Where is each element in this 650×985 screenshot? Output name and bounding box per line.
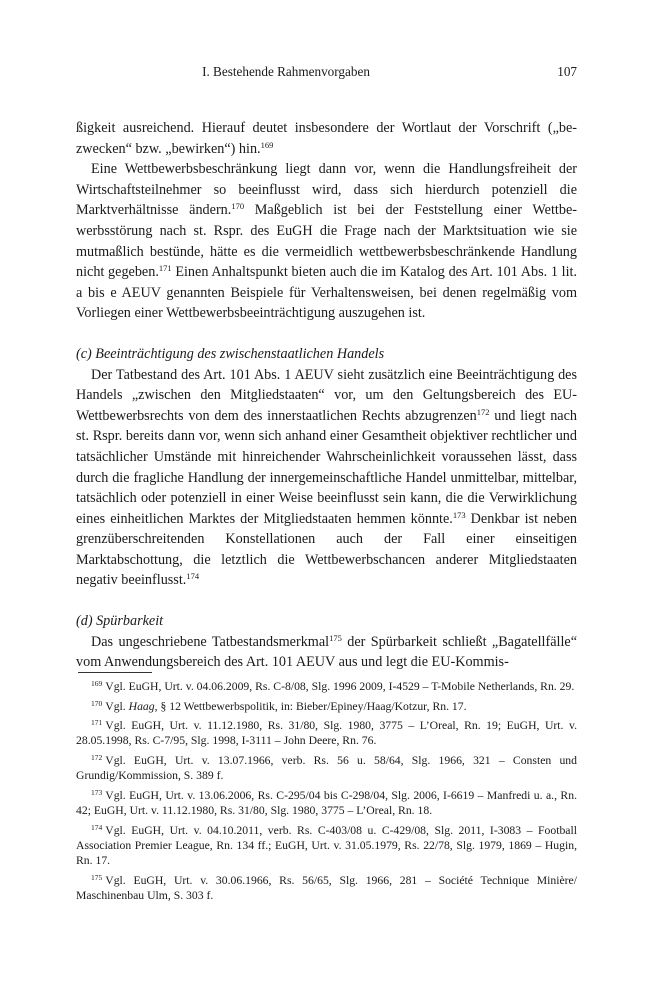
footnote-text: Vgl. EuGH, Urt. v. 04.06.2009, Rs. C-8/08, Slg. 1996 2009, I-4529 – T-Mobile Netherlands, Rn. 29. <box>105 680 575 693</box>
footnote-text: Vgl. EuGH, Urt. v. 04.10.2011, verb. Rs. C-403/08 u. C-429/08, Slg. 2011, I-3083 – Football Association Premier League, Rn. 134 ff.; EuGH, Urt. v. 31.05.1979, Rs. 22/78, Slg. 1979, 1869 – Hugin, Rn. 17. <box>76 823 577 868</box>
footnote-ref[interactable]: 169 <box>260 139 274 150</box>
paragraph-text: Eine Wettbewerbsbeschränkung liegt dann vor, wenn die Handlungsfreiheit der Wirtschaftsteilnehmer so beeinflusst wird, dass sich hierdurch potenziell die Marktverhältnisse ändern. <box>76 161 577 219</box>
section-heading-c: (c) Beeinträchtigung des zwischenstaatlichen Handels <box>76 345 385 362</box>
footnote-text: Vgl. EuGH, Urt. v. 30.06.1966, Rs. 56/65, Slg. 1966, 281 – Société Technique Minière/ Maschinenbau Ulm, S. 303 f. <box>76 874 577 903</box>
footnote-text: , § 12 Wettbewerbspolitik, in: Bieber/Epiney/Haag/Kotzur, Rn. 17. <box>154 699 467 713</box>
paragraph-text: Der Tatbestand des Art. 101 Abs. 1 AEUV sieht zusätzlich eine Beeinträchtigung des Handels „zwischen den Mitgliedstaaten“ vor, um den Geltungsbereich des EU-Wettbewerbsrechts von dem des innerstaatlichen Rechts abzugrenzen <box>76 366 577 424</box>
running-header-title: I. Bestehende Rahmenvorgaben <box>202 64 370 79</box>
paragraph-text: Einen Anhaltspunkt bieten auch die im Katalog des Art. 101 Abs. 1 lit. a bis e AEUV genannten Beispiele für Verhaltensweisen, bei denen regelmäßig vom Vorliegen einer Wettbewerbsbeeinträchtigung auszugehen ist. <box>76 264 577 322</box>
footnote-text: Vgl. EuGH, Urt. v. 11.12.1980, Rs. 31/80, Slg. 1980, 3775 – L’Oreal, Rn. 19; EuGH, Urt. v. 28.05.1998, Rs. C-7/95, Slg. 1998, I-3111 – John Deere, Rn. 76. <box>76 719 577 748</box>
paragraph-text: ßigkeit ausreichend. Hierauf deutet insbesondere der Wortlaut der Vorschrift („bezwecken“ bzw. „bewirken“) hin. <box>76 120 577 157</box>
footnote-number: 170 <box>91 698 103 708</box>
footnote-separator <box>78 672 152 673</box>
footnotes <box>76 679 577 908</box>
page-number: 107 <box>557 64 577 79</box>
running-header <box>76 64 577 82</box>
paragraph-wettbewerbsbeschraenkung <box>76 159 577 324</box>
footnote-ref[interactable]: 174 <box>186 571 200 582</box>
footnote-173 <box>76 788 577 819</box>
footnote-author: Haag <box>128 699 155 713</box>
footnote-175 <box>76 873 577 904</box>
footnote-ref[interactable]: 170 <box>231 201 245 212</box>
footnote-ref[interactable]: 175 <box>329 632 342 643</box>
footnote-number: 175 <box>91 873 103 883</box>
paragraph-text: Das ungeschriebene Tatbestandsmerkmal <box>91 633 330 650</box>
footnote-ref[interactable]: 173 <box>452 509 466 520</box>
footnote-172 <box>76 753 577 784</box>
paragraph-spuerbarkeit <box>76 632 577 673</box>
main-text <box>76 118 577 673</box>
paragraph-text: und liegt nach st. Rspr. bereits dann vor, wenn sich anhand einer Gesamtheit objektiver rechtlicher und tatsächlicher Umstände mit hinreichender Wahrscheinlichkeit voraussehen lässt, dass durch die fragliche Handlung der innergemeinschaftliche Handel unmittelbar, mittelbar, tatsächlich oder potenziell in einer Weise beeinflusst sein kann, die die Verwirklichung eines einheitlichen Marktes der Mitgliedstaaten hemmen könnte. <box>76 407 577 527</box>
footnote-174 <box>76 823 577 869</box>
footnote-ref[interactable]: 172 <box>476 406 490 417</box>
footnote-number: 171 <box>91 718 103 728</box>
section-heading-d: (d) Spürbarkeit <box>76 613 164 630</box>
footnote-171 <box>76 718 577 749</box>
footnote-text: Vgl. <box>105 699 129 713</box>
paragraph-text: der Spürbarkeit schließt „Bagatellfälle“ vom Anwendungsbereich des Art. 101 AEUV aus und legt die EU-Kommis- <box>76 633 577 671</box>
paragraph-zwischenstaatlicher-handel <box>76 365 577 592</box>
footnote-number: 173 <box>91 787 103 797</box>
footnote-number: 172 <box>91 753 103 763</box>
paragraph-continuation <box>76 118 577 159</box>
paragraph-text: Maßgeblich ist bei der Feststellung einer Wettbewerbsstörung nach st. Rspr. des EuGH die Frage nach der Marktsituation wie sie mutmaßlich bestünde, hätte es die vermeidlich wettbewerbsbeschränkende Handlung nicht gegeben. <box>76 202 577 281</box>
footnote-169 <box>76 679 577 694</box>
footnote-170 <box>76 699 577 714</box>
footnote-text: Vgl. EuGH, Urt. v. 13.06.2006, Rs. C-295/04 bis C-298/04, Slg. 2006, I-6619 – Manfredi u. a., Rn. 42; EuGH, Urt. v. 11.12.1980, Rs. 31/80, Slg. 1980, 3775 – L’Oreal, Rn. 18. <box>76 788 577 818</box>
paragraph-text: Denkbar ist neben grenzüberschreitenden Konstellationen auch der Fall einer einseitigen Marktabschottung, die letztlich die Wettbewerbschancen anderer Mitgliedstaaten negativ beeinflusst. <box>76 510 577 589</box>
footnote-number: 169 <box>91 679 103 688</box>
footnote-ref[interactable]: 171 <box>158 263 172 274</box>
footnote-number: 174 <box>91 822 103 832</box>
footnote-text: Vgl. EuGH, Urt. v. 13.07.1966, verb. Rs. 56 u. 58/64, Slg. 1966, 321 – Consten und Grundig/Kommission, S. 389 f. <box>76 754 577 783</box>
